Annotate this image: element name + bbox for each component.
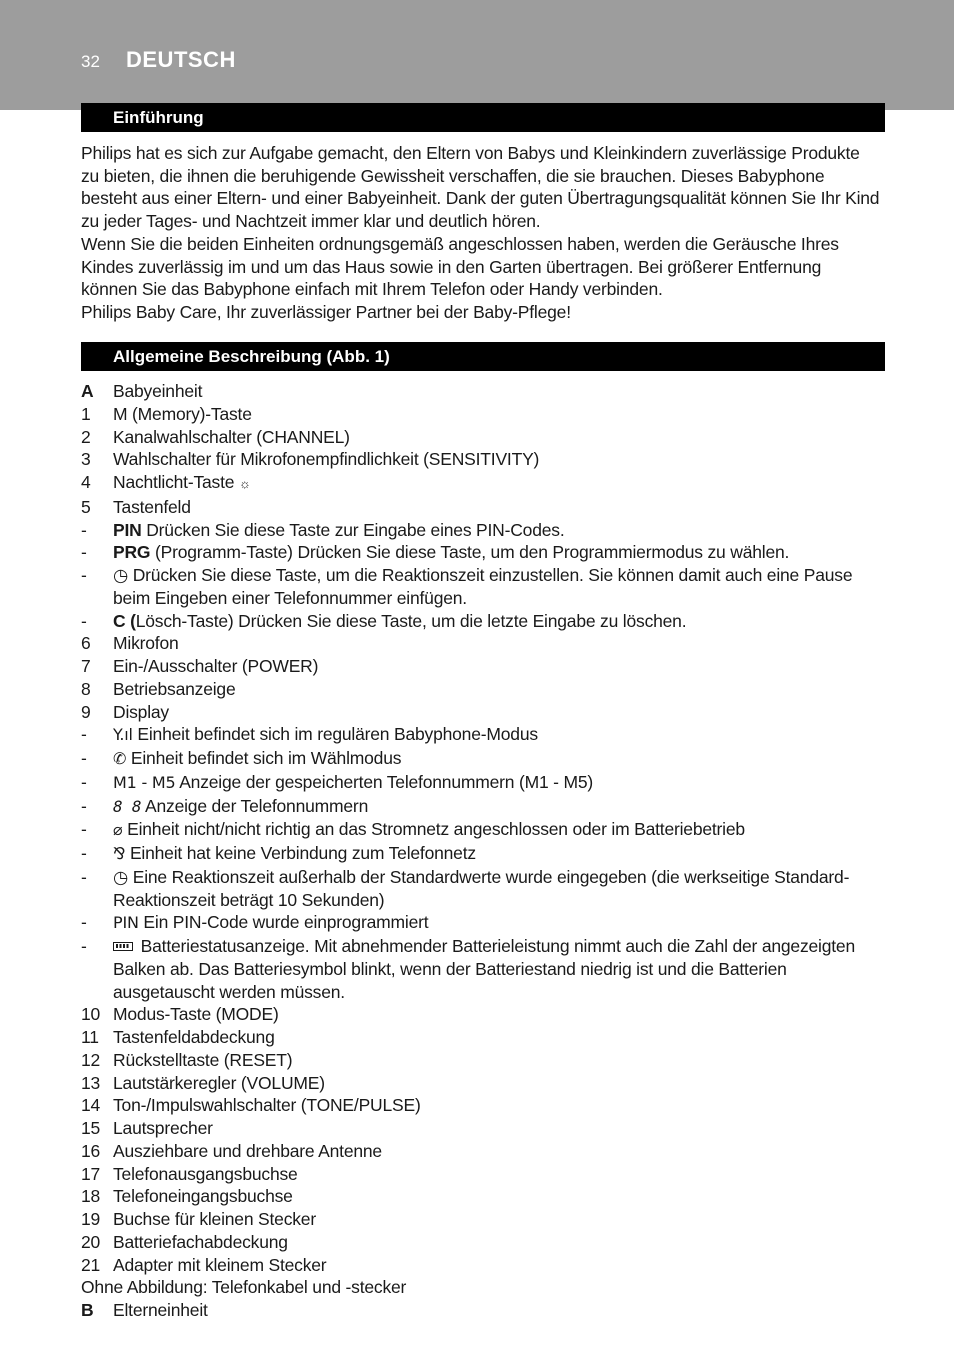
list-item [81,1117,885,1140]
list-item [81,1140,885,1163]
list-item [81,911,885,935]
item-marker: - [81,565,87,585]
item-text: Ein PIN-Code wurde einprogrammiert [138,912,429,933]
key-label: C ( [113,610,136,631]
parts-list [81,380,885,1322]
list-item [81,795,885,819]
item-marker: 4 [81,472,91,492]
item-marker: 7 [81,656,91,676]
item-marker: 16 [81,1140,101,1161]
item-marker: - [81,936,87,956]
item-text: Einheit nicht/nicht richtig an das Stromnetz angeschlossen oder im Batteriebetrieb [122,819,745,840]
battery-icon [113,942,133,951]
item-marker: 20 [81,1231,101,1252]
item-text: Buchse für kleinen Stecker [113,1209,316,1229]
item-text: M (Memory)-Taste [113,403,252,424]
no-power-icon: ⌀ [113,820,123,840]
item-text: Ton-/Impulswahlschalter (TONE/PULSE) [113,1095,421,1116]
clock-icon: ◷ [113,565,129,585]
item-marker: 17 [81,1163,101,1184]
section-heading-description: Allgemeine Beschreibung (Abb. 1) [81,342,885,371]
item-marker: 5 [81,496,91,517]
item-marker: 3 [81,449,91,470]
list-item [81,632,885,655]
item-text: Einheit hat keine Verbindung zum Telefonnetz [125,843,476,863]
item-text: Display [113,701,169,722]
list-item [81,1208,885,1231]
list-item [81,610,885,633]
item-marker: - [81,542,87,563]
item-marker: 2 [81,426,91,447]
list-item [81,448,885,471]
list-item [81,1049,885,1072]
language-title: DEUTSCH [126,47,236,72]
item-marker: 19 [81,1209,101,1229]
item-text: Anzeige der gespeicherten Telefonnummern (M1 - M5) [175,771,593,792]
list-item [81,496,885,519]
signal-strength-icon: Y.ıl [113,725,133,745]
memory-display-icon: M1 - M5 [113,772,176,792]
list-item [81,1003,885,1026]
key-label: PIN [113,519,142,540]
item-text: Rückstelltaste (RESET) [113,1049,293,1070]
section-heading-intro: Einführung [81,103,885,132]
item-marker: 14 [81,1095,101,1116]
key-label: PRG [113,542,151,563]
item-marker: B [81,1300,94,1320]
item-text: Drücken Sie diese Taste, um die Reaktionszeit einzustellen. Sie können damit auch eine Pause beim Eingeben einer Telefonnummer einfügen. [113,565,853,608]
phone-dial-icon: ✆ [113,749,127,768]
item-text: Einheit befindet sich im regulären Babyphone-Modus [132,724,538,745]
item-marker: 18 [81,1186,101,1207]
list-item [81,403,885,426]
item-marker: 8 [81,678,91,699]
item-marker: - [81,519,87,540]
item-text: Babyeinheit [113,381,203,401]
item-marker: - [81,795,87,816]
item-text: Betriebsanzeige [113,678,236,699]
item-marker: 6 [81,633,91,654]
list-item [81,935,885,1003]
item-text: Mikrofon [113,633,179,654]
item-marker: - [81,771,87,792]
item-text: (Programm-Taste) Drücken Sie diese Taste, um den Programmiermodus zu wählen. [150,542,790,563]
intro-paragraph: Philips Baby Care, Ihr zuverlässiger Partner bei der Baby-Pflege! [81,301,571,322]
no-phone-line-icon: ⅋ [113,844,126,863]
list-item [81,1072,885,1095]
item-marker: 21 [81,1254,101,1275]
list-item [81,380,885,403]
item-text: Telefonausgangsbuchse [113,1163,298,1184]
item-marker: 15 [81,1118,101,1138]
list-item [81,723,885,747]
list-item [81,1185,885,1208]
pin-display-icon: PIN [113,913,139,933]
item-text: Nachtlicht-Taste [113,472,235,492]
list-item [81,866,885,912]
item-marker: 12 [81,1049,101,1070]
list-item [81,426,885,449]
list-note [81,1276,885,1299]
list-item [81,1254,885,1277]
item-marker: - [81,912,87,933]
list-item [81,747,885,771]
intro-text [81,142,881,324]
list-item [81,818,885,842]
item-text: Batteriestatusanzeige. Mit abnehmender Batterieleistung nimmt auch die Zahl der angezeigten Balken ab. Das Batteriesymbol blinkt, wenn der Batteriestand niedrig ist und die Batterien ausgetauscht werden müssen. [113,936,855,1002]
list-item [81,1299,885,1322]
intro-paragraph: Wenn Sie die beiden Einheiten ordnungsgemäß angeschlossen haben, werden die Geräusche Ihres Kindes zuverlässig im und um das Haus sowie in den Garten übertragen. Bei größerer Entfernung können Sie das Babyphone einfach mit Ihrem Telefon oder Handy verbinden. [81,233,839,300]
item-text: Telefoneingangsbuchse [113,1186,293,1207]
list-item [81,771,885,795]
item-marker: 9 [81,701,91,722]
item-text: Drücken Sie diese Taste zur Eingabe eines PIN-Codes. [141,519,565,540]
item-text: Ein-/Ausschalter (POWER) [113,656,319,676]
item-marker: - [81,843,87,863]
item-marker: - [81,819,87,840]
list-item [81,1163,885,1186]
list-item [81,842,885,866]
item-marker: 11 [81,1027,99,1047]
list-item [81,655,885,678]
item-text: Lautsprecher [113,1118,213,1138]
item-marker: 10 [81,1004,101,1025]
item-marker: 1 [81,403,91,424]
item-text: Lösch-Taste) Drücken Sie diese Taste, um die letzte Eingabe zu löschen. [135,610,687,631]
night-light-icon: ☼ [238,476,251,491]
item-marker: 13 [81,1072,101,1093]
digit-display-icon: 8 8 [113,796,142,816]
list-item [81,678,885,701]
item-text: Adapter mit kleinem Stecker [113,1254,327,1275]
list-item [81,471,885,496]
list-item [81,1026,885,1049]
item-marker: A [81,381,94,401]
item-text: Anzeige der Telefonnummern [141,795,369,816]
list-item [81,701,885,724]
clock-icon: ◷ [113,866,129,887]
page-number: 32 [81,52,100,71]
intro-paragraph: Philips hat es sich zur Aufgabe gemacht, den Eltern von Babys und Kleinkindern zuverlässige Produkte zu bieten, die ihnen die beruhigende Gewissheit verschaffen, die sie brauchen. Dieses Babyphone besteht aus einer Eltern- und einer Babyeinheit. Dank der guten Übertragungsqualität können Sie Ihr Kind zu jeder Tages- und Nachtzeit immer klar und deutlich hören. [81,143,880,232]
item-text: Ohne Abbildung: Telefonkabel und -stecker [81,1277,407,1298]
item-marker: - [81,724,87,745]
item-text: Tastenfeldabdeckung [113,1027,275,1047]
item-text: Wahlschalter für Mikrofonempfindlichkeit (SENSITIVITY) [113,449,540,470]
item-text: Elterneinheit [113,1300,208,1320]
item-marker: - [81,748,87,768]
item-marker: - [81,866,87,887]
item-text: Kanalwahlschalter (CHANNEL) [113,426,350,447]
item-text: Modus-Taste (MODE) [113,1004,279,1025]
item-text: Eine Reaktionszeit außerhalb der Standardwerte wurde eingegeben (die werkseitige Standard-Reaktionszeit beträgt 10 Sekunden) [113,866,850,910]
item-text: Tastenfeld [113,496,191,517]
list-item [81,1094,885,1117]
item-text: Lautstärkeregler (VOLUME) [113,1072,325,1093]
item-text: Ausziehbare und drehbare Antenne [113,1140,382,1161]
item-marker: - [81,610,87,631]
list-item [81,564,885,610]
item-text: Einheit befindet sich im Wählmodus [126,748,402,768]
item-text: Batteriefachabdeckung [113,1231,288,1252]
list-item [81,1231,885,1254]
list-item [81,519,885,542]
list-item [81,541,885,564]
